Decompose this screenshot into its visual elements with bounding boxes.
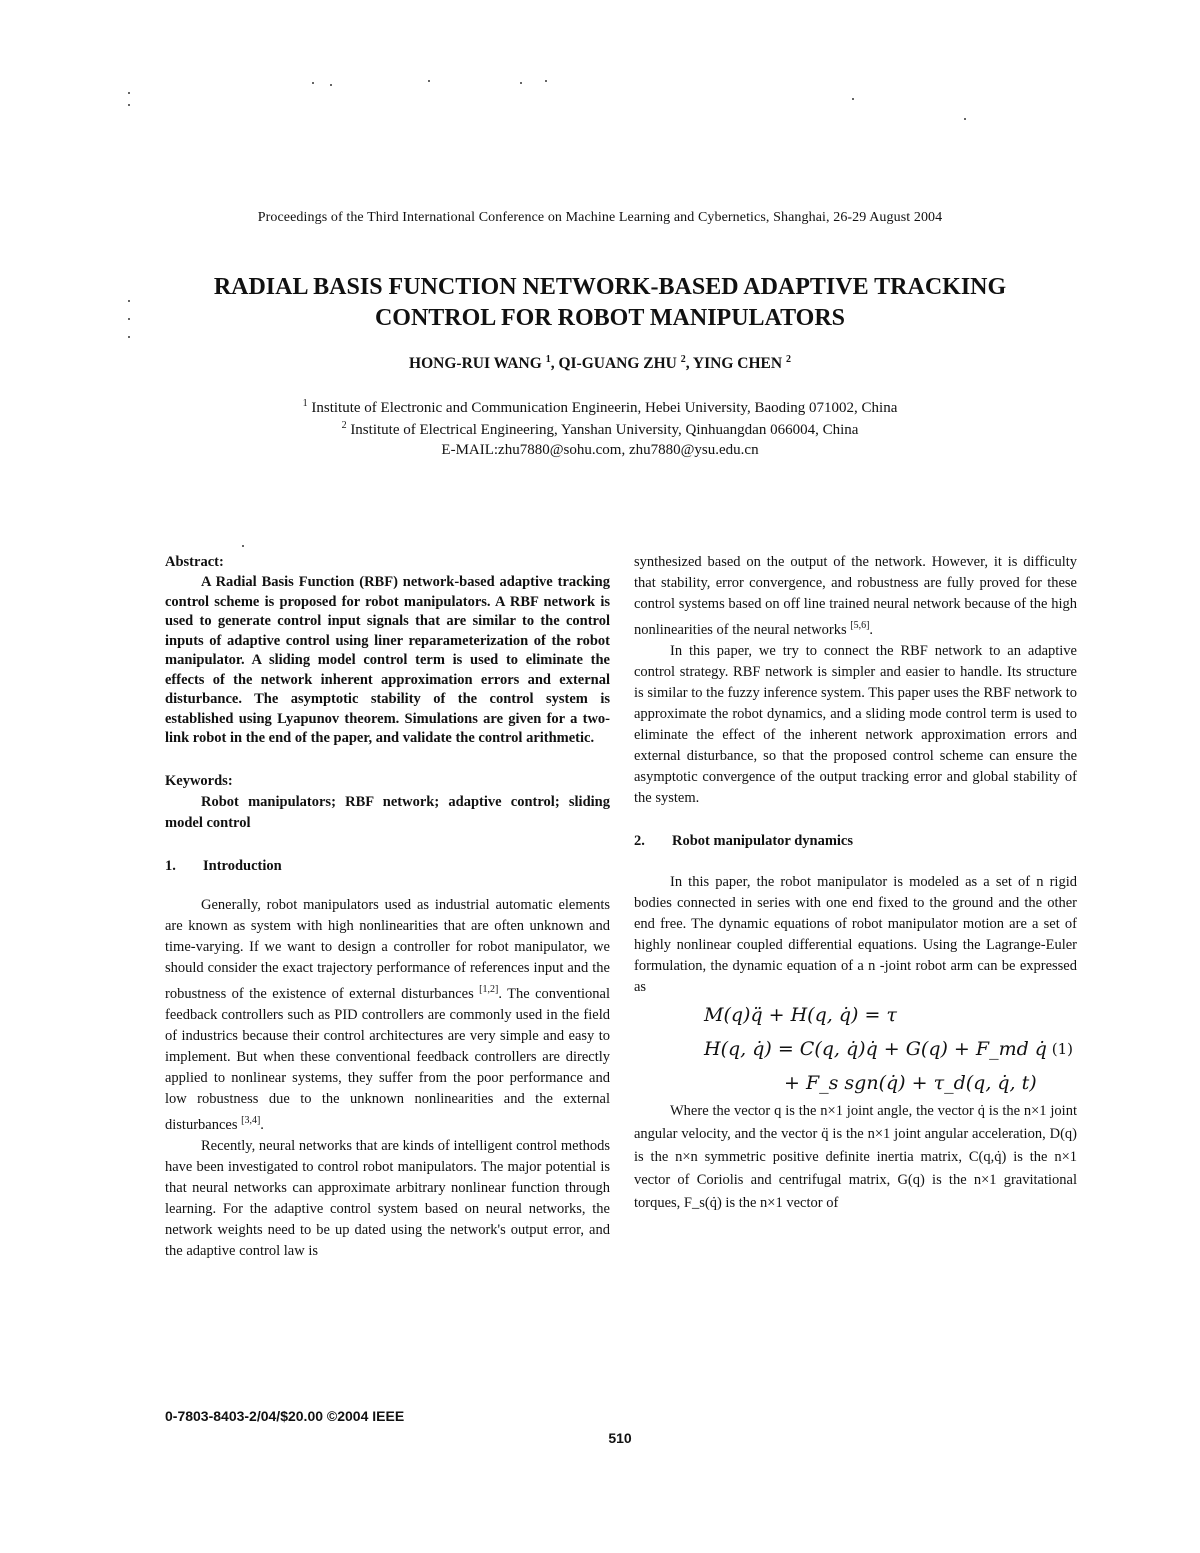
keywords-text: Robot manipulators; RBF network; adaptive control; sliding model control (165, 793, 610, 831)
scan-speck (128, 104, 130, 106)
scan-speck (852, 98, 854, 100)
citation: [5,6] (850, 620, 870, 631)
scan-speck (312, 82, 314, 84)
scan-speck (428, 80, 430, 82)
section-2-heading (634, 831, 1077, 852)
scan-speck (330, 84, 332, 86)
author-affiliation-mark: 1 (545, 354, 551, 365)
author-list: HONG-RUI WANG $^1$, QI-GUANG ZHU $^2$, YING CHEN $^2$ (409, 354, 791, 373)
author-email: E-MAIL:zhu7880@sohu.com, zhu7880@ysu.edu.cn (441, 442, 759, 458)
right-column (634, 552, 1077, 1215)
dynamics-paragraph-1: In this paper, the robot manipulator is modeled as a set of n rigid bodies connected in series with one end fixed to the ground and the other end free. The dynamic equations of robot manipulator motion are a set of highly nonlinear coupled differential equations. Using the Lagrange-Euler formulation, the dynamic equation of a n -joint robot arm can be expressed as (634, 874, 1077, 995)
equation-number: (1) (1051, 1040, 1073, 1058)
keywords-heading: Keywords: (165, 772, 233, 789)
proceedings-header: Proceedings of the Third International Conference on Machine Learning and Cybernetics, Shanghai, 26-29 August 2004 (257, 210, 943, 225)
section-1-heading (165, 856, 610, 877)
citation: [3,4] (241, 1114, 261, 1126)
scan-speck (128, 92, 130, 94)
title-line-2: CONTROL FOR ROBOT MANIPULATORS (374, 305, 846, 331)
author-name: HONG-RUI WANG (409, 355, 542, 373)
page-number: 510 (608, 1430, 632, 1446)
paper-title (100, 272, 1120, 334)
affiliation-text: Institute of Electronic and Communication Engineerin, Hebei University, Baoding 071002, China (311, 400, 898, 416)
scan-speck (520, 82, 522, 84)
author-name: QI-GUANG ZHU (558, 355, 677, 373)
paragraph-text: Generally, robot manipulators used as industrial automatic elements are known as system with high nonlinearities that are often unknown and time-varying. If we want to design a controller for robot manipulator, we should consider the exact trajectory performance of references input and the robustness of the existence of external disturbances (165, 896, 610, 1002)
title-line-1: RADIAL BASIS FUNCTION NETWORK-BASED ADAPTIVE TRACKING (213, 274, 1007, 300)
intro-paragraph-1 (165, 895, 610, 1136)
affiliation-mark: 2 (341, 420, 347, 431)
paragraph-text: synthesized based on the output of the network. However, it is difficulty that stability, error convergence, and robustness are fully proved for these control systems based on off line trained neural network because of the high nonlinearities of the neural networks (634, 554, 1077, 638)
section-number: 1. (165, 857, 176, 874)
intro-paragraph-3 (634, 552, 1077, 641)
affiliation-mark: 1 (302, 398, 308, 409)
abstract-heading: Abstract: (165, 554, 224, 570)
paragraph-text: . The conventional feedback controllers such as PID controllers are commonly used in the field of industrics because their control architectures are very simple and easy to implement. But when these conventional feedback controllers are directly applied to nonlinear systems, they suffer from the poor performance and low robustness due to the unknown nonlinearities and the external disturbances (165, 985, 610, 1133)
copyright-line: 0-7803-8403-2/04/$20.00 ©2004 IEEE (165, 1408, 405, 1424)
dynamics-paragraph-2: Where the vector q is the n×1 joint angle, the vector q̇ is the n×1 joint angular velocity, and the vector q̈ is the n×1 joint angular acceleration, D(q) is the n×n symmetric positive definite inertia matrix, C(q,q̇) is the n×1 vector of Coriolis and centrifugal matrix, G(q) is the n×1 gravitational torques, F_s(q̇) is the n×1 vector of (634, 1103, 1077, 1211)
author-affiliation-mark: 2 (785, 354, 791, 365)
author-affiliation-mark: 2 (680, 354, 686, 365)
scan-speck (128, 336, 130, 338)
equation-line: + F_s sgn(q̇) + τ_d(q, q̇, t) (784, 1072, 1037, 1094)
intro-paragraph-2: Recently, neural networks that are kinds of intelligent control methods have been investigated to control robot manipulators. The major potential is that neural networks can approximate arbitrary nonlinear function through learning. For the adaptive control system based on neural networks, the network weights need to be up dated using the network's output error, and the adaptive control law is (165, 1137, 610, 1259)
equation-line: H(q, q̇) = C(q, q̇)q̇ + G(q) + F_md q̇ (704, 1038, 1047, 1060)
citation: [1,2] (479, 983, 499, 995)
affiliation-1 (0, 398, 1200, 417)
equation-line: M(q)q̈ + H(q, q̇) = τ (704, 1004, 897, 1026)
paragraph-text: . (869, 622, 874, 638)
author-name: YING CHEN (692, 355, 783, 373)
section-title: Introduction (203, 857, 282, 874)
intro-paragraph-4: In this paper, we try to connect the RBF network to an adaptive control strategy. RBF network is simpler and easier to handle. Its structure is similar to the fuzzy inference system. This paper uses the RBF network to approximate the robot dynamics, and a sliding mode control term is used to eliminate the effect of the inherent network approximation errors and external disturbance, so that the proposed control scheme can ensure the asymptotic convergence of the output tracking error and global stability of the system. (634, 643, 1077, 806)
scan-speck (545, 80, 547, 82)
scan-speck (242, 545, 244, 547)
scan-speck (964, 118, 966, 120)
left-column (165, 552, 610, 1262)
affiliation-2 (0, 420, 1200, 439)
equation-1 (634, 998, 1077, 1100)
paragraph-text: . (260, 1116, 264, 1133)
section-title: Robot manipulator dynamics (672, 833, 854, 849)
section-number: 2. (634, 833, 645, 849)
affiliation-text: Institute of Electrical Engineering, Yanshan University, Qinhuangdan 066004, China (350, 422, 859, 438)
abstract-text: A Radial Basis Function (RBF) network-based adaptive tracking control scheme is proposed for robot manipulators. A RBF network is used to generate control input signals that are similar to the control inputs of adaptive control using liner reparameterization of the robot manipulator. A sliding model control term is used to eliminate the effects of the network inherent approximation errors and external disturbance. The asymptotic stability of the control system is established using Lyapunov theorem. Simulations are given for a two-link robot in the end of the paper, and validate the control arithmetic. (165, 574, 610, 746)
